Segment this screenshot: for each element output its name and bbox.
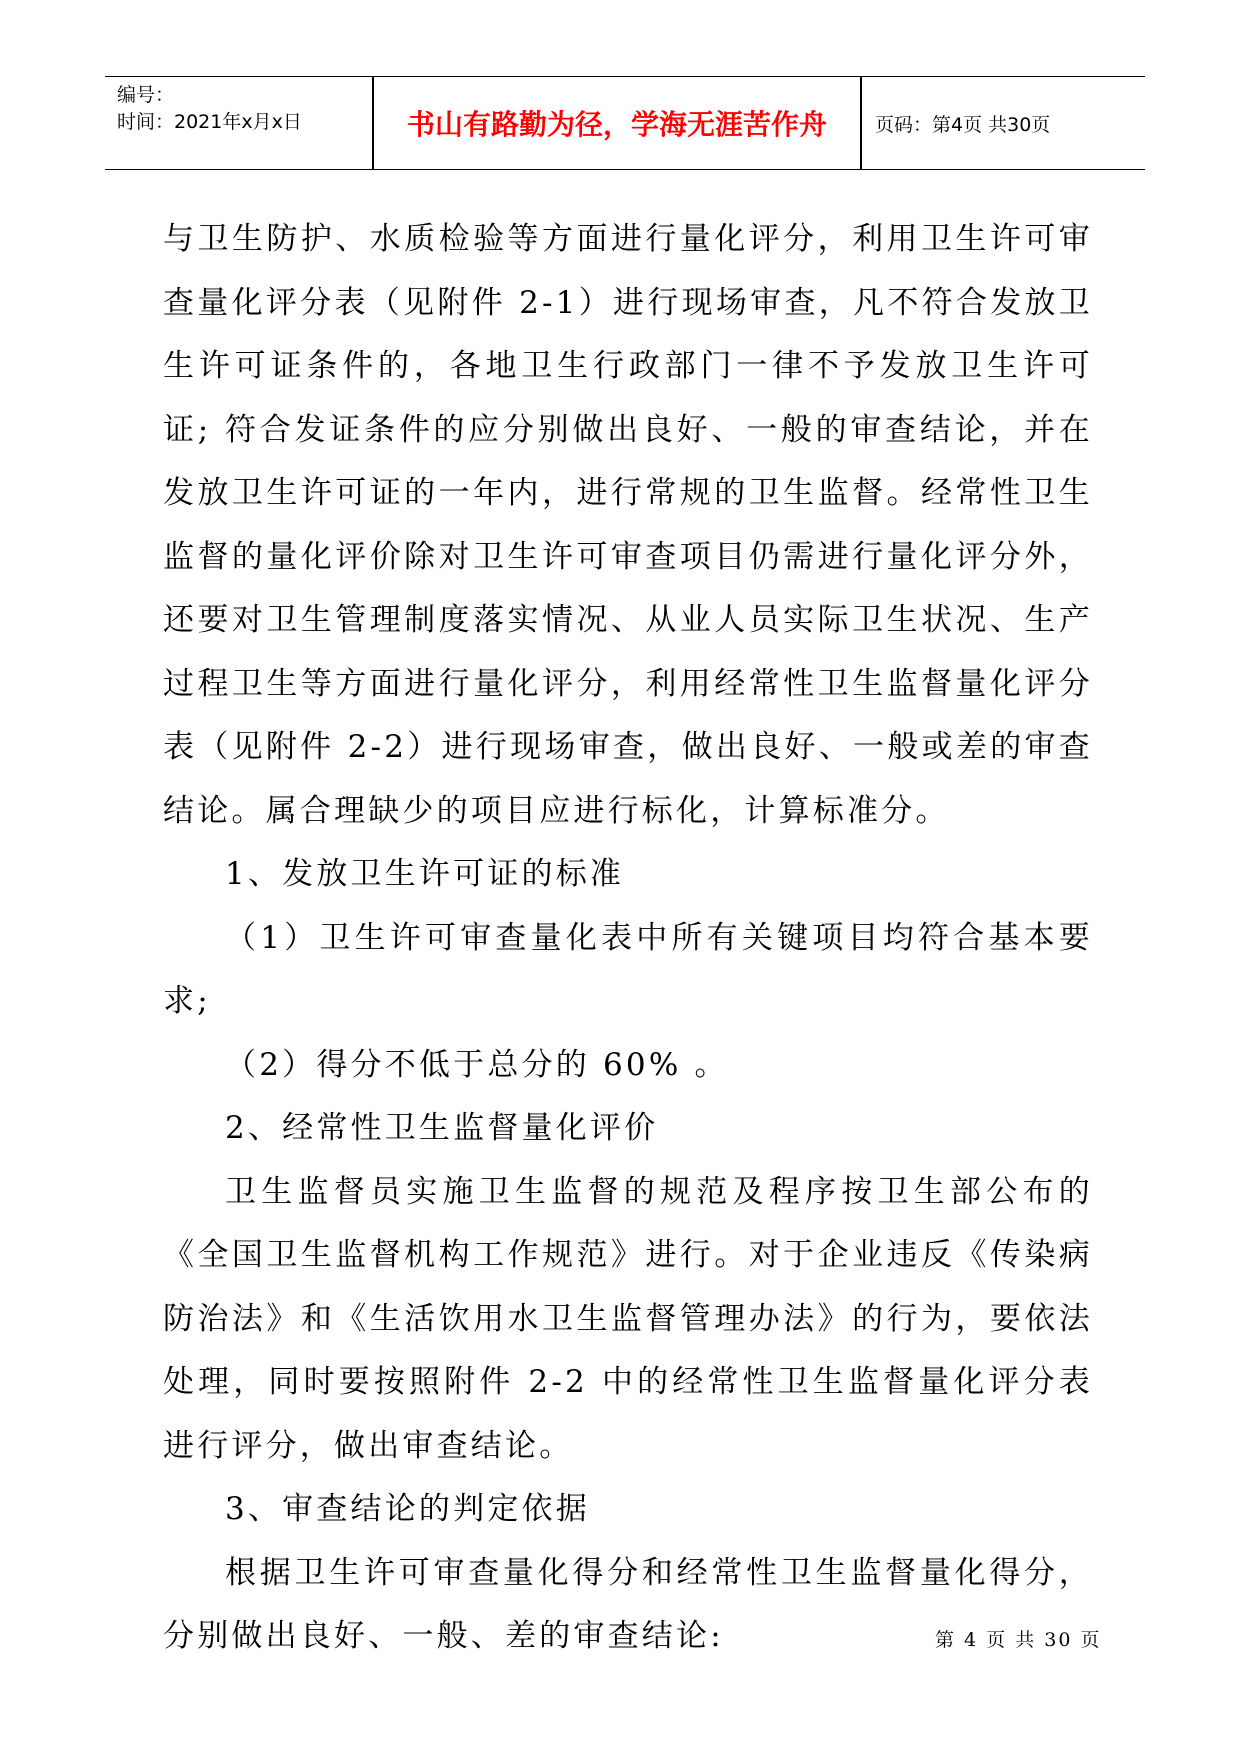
- list-item: （2）得分不低于总分的 60% 。: [225, 1046, 729, 1083]
- body-paragraph: 根据卫生许可审查量化得分和经常性卫生监督量化得分，分别做出良好、一般、差的审查结论:: [163, 1554, 1093, 1654]
- document-body: [163, 208, 1093, 1669]
- section-heading: 2、经常性卫生监督量化评价: [225, 1110, 659, 1146]
- document-time-label: 时间：2021年x月x日: [117, 111, 302, 133]
- document-number-label: 编号：: [117, 84, 175, 106]
- list-item: （1）卫生许可审查量化表中所有关键项目均符合基本要求;: [163, 919, 1093, 1019]
- section-heading: 3、审查结论的判定依据: [225, 1491, 590, 1527]
- header-page-info: 页码：第4页 共30页: [875, 113, 1051, 136]
- body-paragraph: 与卫生防护、水质检验等方面进行量化评分，利用卫生许可审查量化评分表（见附件 2-1）进行现场审查，凡不符合发放卫生许可证条件的，各地卫生行政部门一律不予发放卫生许可证; 符合发证条件的应分别做出良好、一般的审查结论，并在发放卫生许可证的一年内，进行常规的卫生监督。经常性卫生监督的量化评价除对卫生许可审查项目仍需进行量化评分外，还要对卫生管理制度落实情况、从业人员实际卫生状况、生产过程卫生等方面进行量化评分，利用经常性卫生监督量化评分表（见附件 2-2）进行现场审查，做出良好、一般或差的审查结论。属合理缺少的项目应进行标化，计算标准分。: [163, 221, 1093, 829]
- page-header: [105, 76, 1145, 170]
- page-footer: 第 4 页 共 30 页: [935, 1629, 1102, 1651]
- header-motto: 书山有路勤为径，学海无涯苦作舟: [406, 108, 827, 141]
- body-paragraph: 卫生监督员实施卫生监督的规范及程序按卫生部公布的《全国卫生监督机构工作规范》进行。对于企业违反《传染病防治法》和《生活饮用水卫生监督管理办法》的行为，要依法处理，同时要按照附件 2-2 中的经常性卫生监督量化评分表进行评分，做出审查结论。: [163, 1173, 1093, 1464]
- section-heading: 1、发放卫生许可证的标准: [225, 856, 625, 892]
- header-divider-right: [860, 77, 862, 169]
